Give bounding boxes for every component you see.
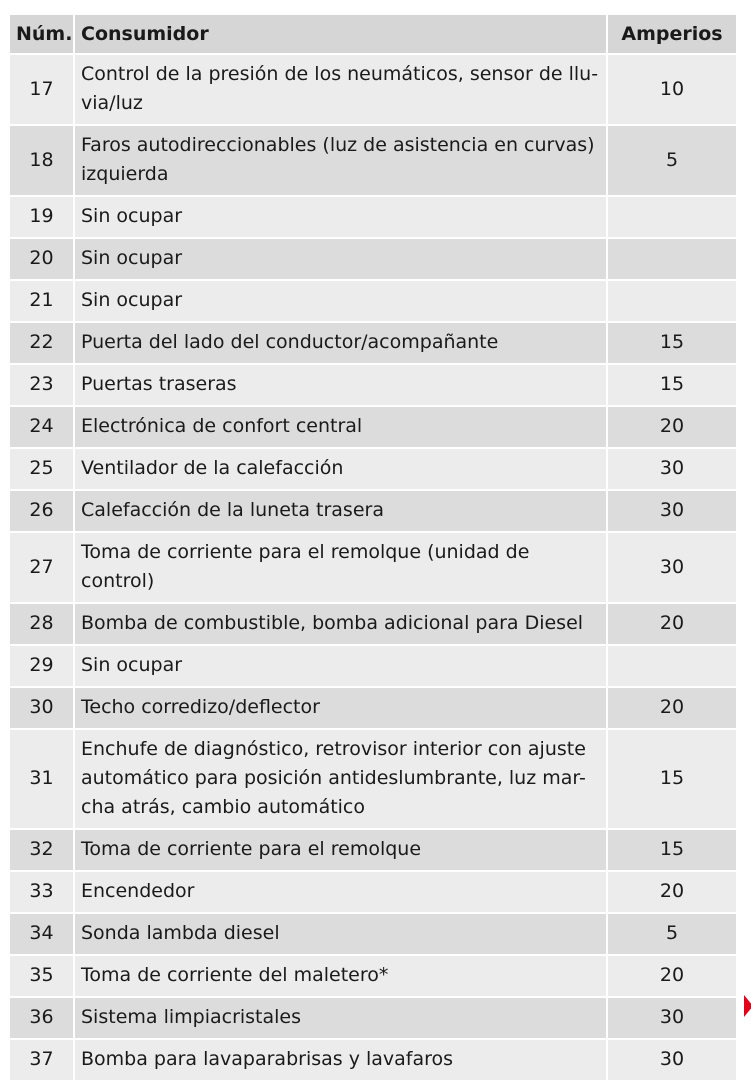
table-row bbox=[10, 55, 736, 124]
fuse-consumer: Toma de corriente del maletero* bbox=[75, 956, 606, 996]
fuse-amperage: 20 bbox=[608, 604, 736, 644]
fuse-consumer: Puerta del lado del conductor/acompañante bbox=[75, 323, 606, 363]
table-row bbox=[10, 533, 736, 602]
fuse-consumer: Control de la presión de los neumáticos, sensor de llu-via/luz bbox=[75, 55, 606, 124]
fuse-amperage: 15 bbox=[608, 365, 736, 405]
fuse-number: 18 bbox=[10, 126, 73, 195]
fuse-number: 24 bbox=[10, 407, 73, 447]
fuse-amperage: 20 bbox=[608, 407, 736, 447]
table-row bbox=[10, 449, 736, 489]
fuse-amperage: 30 bbox=[608, 533, 736, 602]
fuse-table bbox=[8, 13, 738, 1082]
fuse-number: 31 bbox=[10, 730, 73, 828]
table-row bbox=[10, 956, 736, 996]
fuse-consumer: Calefacción de la luneta trasera bbox=[75, 491, 606, 531]
fuse-number: 36 bbox=[10, 998, 73, 1038]
fuse-number: 25 bbox=[10, 449, 73, 489]
table-row bbox=[10, 604, 736, 644]
fuse-amperage: 20 bbox=[608, 872, 736, 912]
table-row bbox=[10, 491, 736, 531]
fuse-consumer: Toma de corriente para el remolque (unidad de control) bbox=[75, 533, 606, 602]
table-row bbox=[10, 688, 736, 728]
fuse-number: 23 bbox=[10, 365, 73, 405]
fuse-amperage: 20 bbox=[608, 688, 736, 728]
table-row bbox=[10, 1040, 736, 1080]
fuse-number: 21 bbox=[10, 281, 73, 321]
header-amps: Amperios bbox=[608, 15, 736, 53]
fuse-amperage bbox=[608, 281, 736, 321]
fuse-number: 32 bbox=[10, 830, 73, 870]
fuse-amperage: 30 bbox=[608, 449, 736, 489]
fuse-number: 28 bbox=[10, 604, 73, 644]
table-body bbox=[10, 55, 736, 1080]
fuse-consumer: Sin ocupar bbox=[75, 197, 606, 237]
header-consumer: Consumidor bbox=[75, 15, 606, 53]
fuse-number: 27 bbox=[10, 533, 73, 602]
fuse-consumer: Bomba para lavaparabrisas y lavafaros bbox=[75, 1040, 606, 1080]
fuse-amperage bbox=[608, 239, 736, 279]
table-row bbox=[10, 730, 736, 828]
table-row bbox=[10, 126, 736, 195]
fuse-consumer: Toma de corriente para el remolque bbox=[75, 830, 606, 870]
fuse-amperage bbox=[608, 197, 736, 237]
fuse-number: 19 bbox=[10, 197, 73, 237]
fuse-number: 37 bbox=[10, 1040, 73, 1080]
fuse-consumer: Sin ocupar bbox=[75, 281, 606, 321]
fuse-amperage: 30 bbox=[608, 491, 736, 531]
fuse-number: 22 bbox=[10, 323, 73, 363]
table-row bbox=[10, 365, 736, 405]
fuse-amperage: 30 bbox=[608, 1040, 736, 1080]
fuse-consumer: Sin ocupar bbox=[75, 239, 606, 279]
fuse-consumer: Puertas traseras bbox=[75, 365, 606, 405]
fuse-consumer: Sistema limpiacristales bbox=[75, 998, 606, 1038]
header-num: Núm. bbox=[10, 15, 73, 53]
table-row bbox=[10, 323, 736, 363]
fuse-number: 33 bbox=[10, 872, 73, 912]
table-row bbox=[10, 872, 736, 912]
table-row bbox=[10, 830, 736, 870]
fuse-number: 29 bbox=[10, 646, 73, 686]
fuse-consumer: Encendedor bbox=[75, 872, 606, 912]
fuse-consumer: Ventilador de la calefacción bbox=[75, 449, 606, 489]
fuse-amperage: 15 bbox=[608, 730, 736, 828]
table-row bbox=[10, 281, 736, 321]
fuse-number: 20 bbox=[10, 239, 73, 279]
fuse-amperage: 10 bbox=[608, 55, 736, 124]
fuse-consumer: Sin ocupar bbox=[75, 646, 606, 686]
fuse-number: 26 bbox=[10, 491, 73, 531]
fuse-number: 30 bbox=[10, 688, 73, 728]
fuse-consumer: Techo corredizo/deflector bbox=[75, 688, 606, 728]
fuse-amperage: 15 bbox=[608, 830, 736, 870]
fuse-consumer: Faros autodireccionables (luz de asistencia en curvas) izquierda bbox=[75, 126, 606, 195]
table-row bbox=[10, 914, 736, 954]
fuse-number: 34 bbox=[10, 914, 73, 954]
table-row bbox=[10, 239, 736, 279]
fuse-consumer: Bomba de combustible, bomba adicional para Diesel bbox=[75, 604, 606, 644]
table-row bbox=[10, 646, 736, 686]
table-row bbox=[10, 998, 736, 1038]
fuse-amperage: 30 bbox=[608, 998, 736, 1038]
fuse-number: 17 bbox=[10, 55, 73, 124]
fuse-consumer: Sonda lambda diesel bbox=[75, 914, 606, 954]
table-row bbox=[10, 197, 736, 237]
fuse-amperage: 20 bbox=[608, 956, 736, 996]
fuse-consumer: Enchufe de diagnóstico, retrovisor interior con ajuste automático para posición antideslumbrante, luz mar-cha atrás, cambio automático bbox=[75, 730, 606, 828]
table-header-row bbox=[10, 15, 736, 53]
fuse-table-container bbox=[10, 15, 738, 1080]
fuse-amperage: 5 bbox=[608, 126, 736, 195]
continue-arrow-icon bbox=[744, 995, 751, 1017]
fuse-amperage bbox=[608, 646, 736, 686]
fuse-amperage: 15 bbox=[608, 323, 736, 363]
table-row bbox=[10, 407, 736, 447]
fuse-number: 35 bbox=[10, 956, 73, 996]
fuse-consumer: Electrónica de confort central bbox=[75, 407, 606, 447]
fuse-amperage: 5 bbox=[608, 914, 736, 954]
